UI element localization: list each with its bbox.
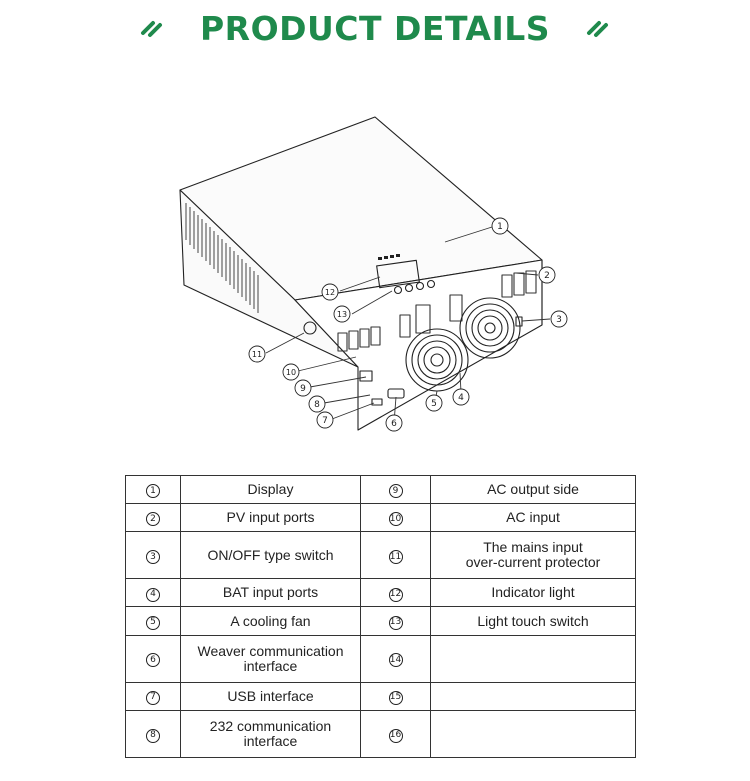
page-title: PRODUCT DETAILS [199, 8, 551, 48]
item-label: Indicator light [431, 579, 636, 607]
inverter-diagram [160, 105, 600, 440]
item-number: 11 [389, 550, 403, 564]
item-label: USB interface [181, 682, 361, 710]
callout-9-label: 9 [300, 384, 306, 394]
callout-5-label: 5 [431, 399, 437, 409]
item-number: 7 [146, 691, 160, 705]
item-label [431, 682, 636, 710]
item-number: 6 [146, 653, 160, 667]
item-number: 5 [146, 616, 160, 630]
item-label [431, 710, 636, 757]
callout-6-label: 6 [391, 419, 397, 429]
item-label: ON/OFF type switch [181, 532, 361, 579]
item-label: The mains input over-current protector [431, 532, 636, 579]
callout-2-label: 2 [544, 271, 550, 281]
item-number: 8 [146, 729, 160, 743]
item-label: Weaver communication interface [181, 635, 361, 682]
item-label: Light touch switch [431, 607, 636, 635]
callout-3-label: 3 [556, 315, 562, 325]
item-number: 10 [389, 512, 403, 526]
item-number: 2 [146, 512, 160, 526]
item-label: PV input ports [181, 504, 361, 532]
item-label [431, 635, 636, 682]
item-number: 13 [389, 616, 403, 630]
item-label: 232 communication interface [181, 710, 361, 757]
table-row [126, 476, 636, 504]
table-row [126, 682, 636, 710]
item-number: 3 [146, 550, 160, 564]
item-label: Display [181, 476, 361, 504]
item-number: 9 [389, 484, 403, 498]
callout-8-label: 8 [314, 400, 320, 410]
callout-13-label: 13 [336, 310, 348, 319]
callout-12-label: 12 [324, 288, 336, 297]
item-number: 14 [389, 653, 403, 667]
table-row [126, 579, 636, 607]
item-label: BAT input ports [181, 579, 361, 607]
double-slash-icon [586, 18, 610, 38]
table-row [126, 607, 636, 635]
table-row [126, 504, 636, 532]
item-number: 15 [389, 691, 403, 705]
item-label: AC input [431, 504, 636, 532]
callout-4-label: 4 [458, 393, 464, 403]
callout-11-label: 11 [251, 350, 263, 359]
item-number: 1 [146, 484, 160, 498]
item-number: 4 [146, 588, 160, 602]
legend-table [125, 475, 636, 758]
callout-1-label: 1 [497, 222, 503, 232]
double-slash-icon [140, 18, 164, 38]
table-row [126, 635, 636, 682]
item-label: AC output side [431, 476, 636, 504]
table-row [126, 532, 636, 579]
table-row [126, 710, 636, 757]
page-header [0, 6, 750, 50]
item-label: A cooling fan [181, 607, 361, 635]
callout-10-label: 10 [285, 368, 297, 377]
item-number: 16 [389, 729, 403, 743]
callout-7-label: 7 [322, 416, 328, 426]
item-number: 12 [389, 588, 403, 602]
